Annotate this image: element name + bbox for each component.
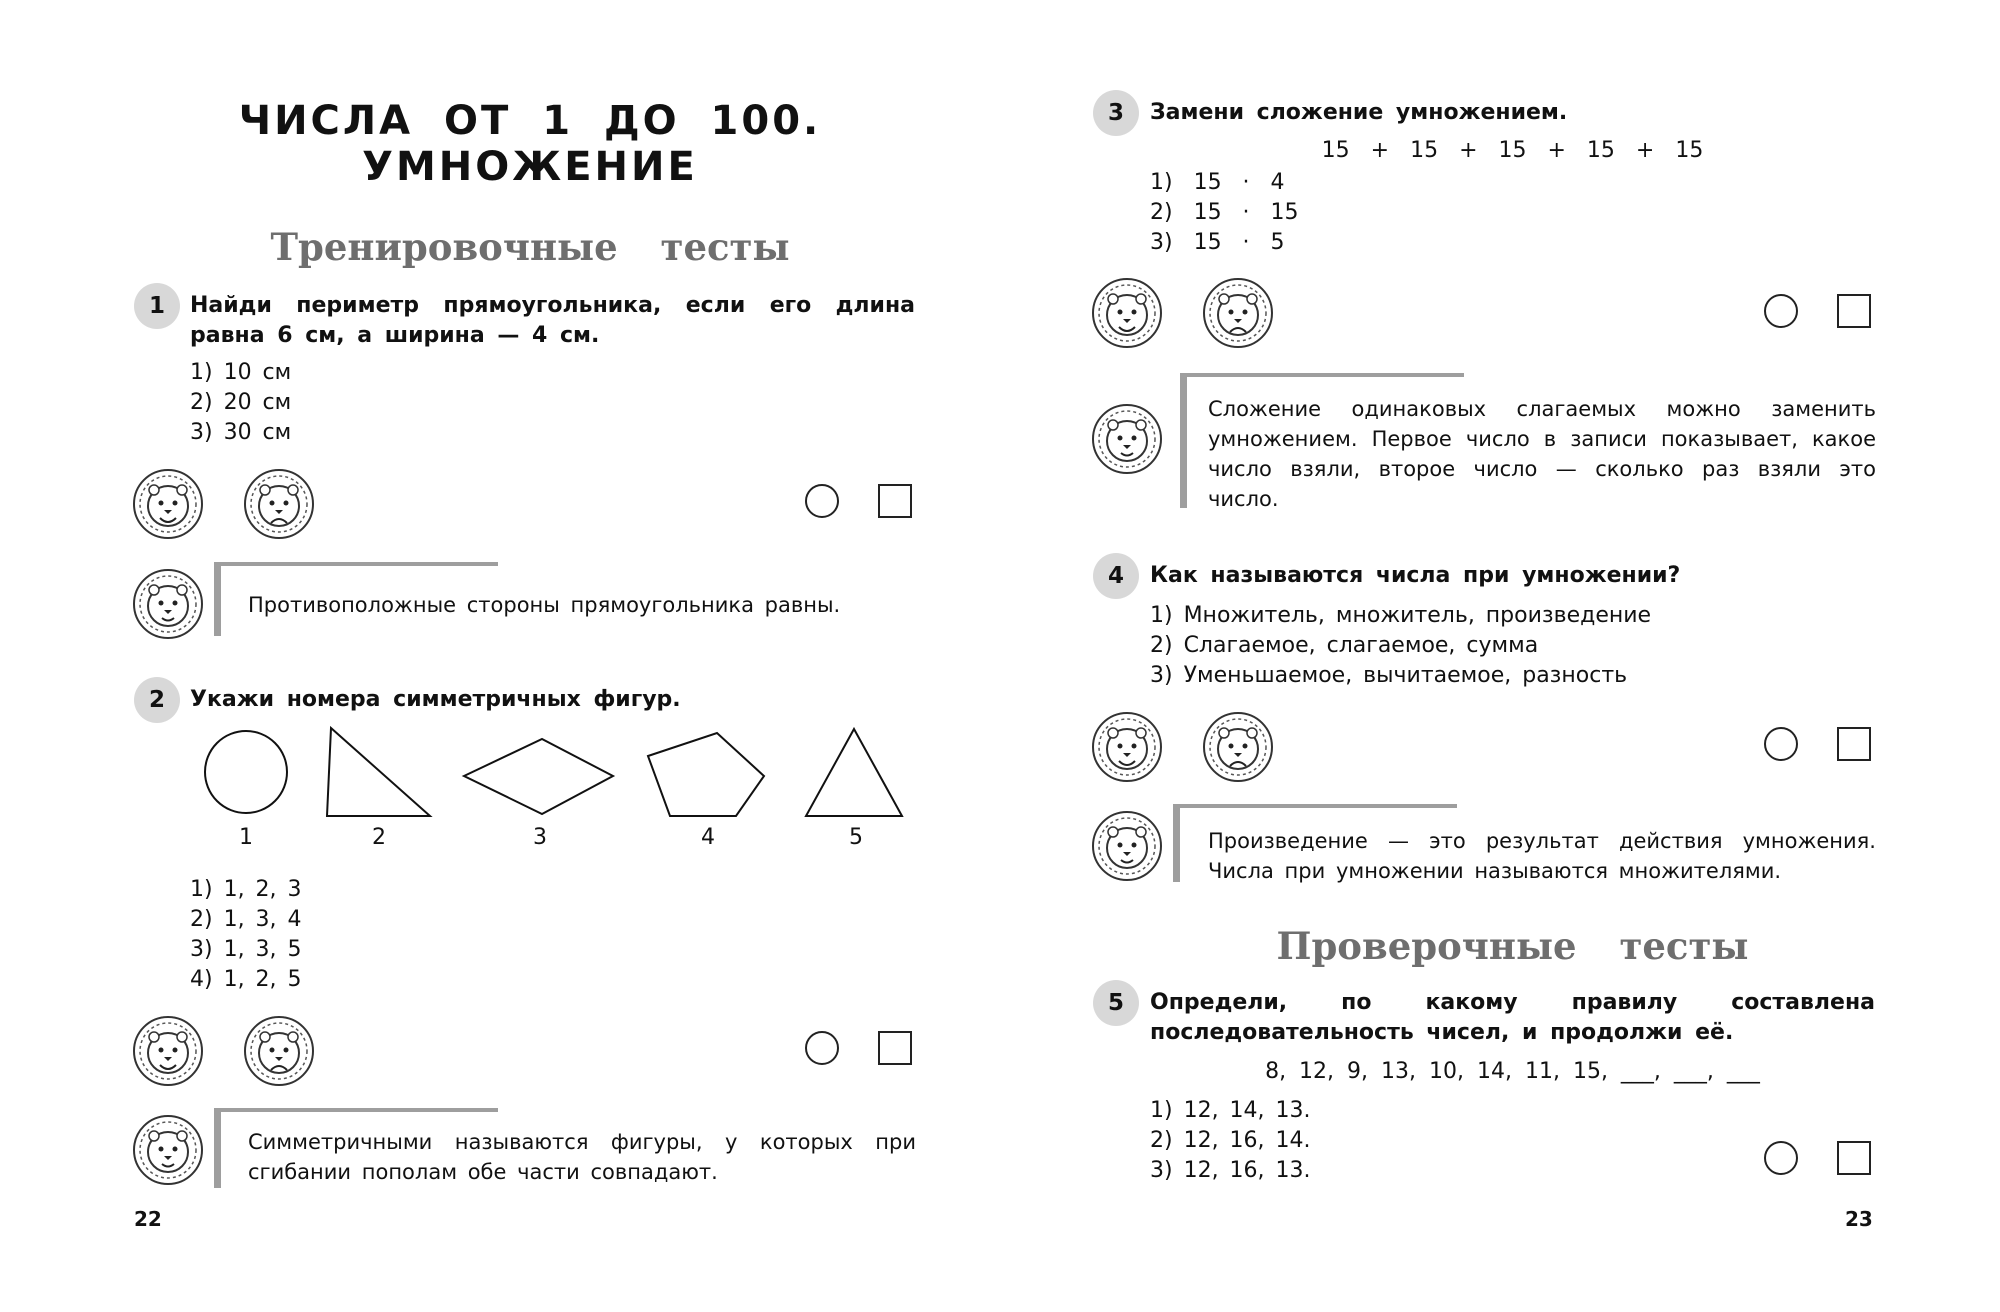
question-options-3 [1150, 168, 1299, 258]
tip-bar-vertical-1 [214, 562, 221, 636]
figure-rhombus [464, 739, 613, 814]
question-text-4: Как называются числа при умножении? [1150, 563, 1681, 588]
option-4-3[interactable]: 3) Уменьшаемое, вычитаемое, разность [1150, 663, 1628, 688]
option-3-2[interactable]: 2) 15 · 15 [1150, 200, 1299, 225]
option-2-1[interactable]: 1) 1, 2, 3 [190, 877, 302, 902]
tip-bar-horizontal-3 [1180, 373, 1464, 377]
tip-bar-vertical-3 [1180, 373, 1187, 508]
question-options-5 [1150, 1096, 1311, 1186]
figure-label-4: 4 [701, 825, 715, 850]
answer-square-marker-1[interactable] [878, 484, 912, 518]
figure-pentagon [648, 733, 764, 816]
lion-happy-icon[interactable] [1091, 711, 1163, 783]
answer-square-marker-4[interactable] [1837, 727, 1871, 761]
lion-happy-icon[interactable] [132, 468, 204, 540]
question-text-3: Замени сложение умножением. [1150, 100, 1568, 125]
question-number-1: 1 [134, 283, 180, 329]
lion-sad-icon[interactable] [1202, 711, 1274, 783]
option-5-1[interactable]: 1) 12, 14, 13. [1150, 1098, 1311, 1123]
chapter-title [190, 98, 870, 190]
tip-text-3: Сложение одинаковых слагаемых можно заменить умножением. Первое число в записи показывает, какое число взяли, второе число — сколько раз взяли это число. [1208, 397, 1876, 511]
question-text-1: Найди периметр прямоугольника, если его длина равна 6 см, а ширина — 4 см. [190, 293, 915, 348]
option-2-2[interactable]: 2) 1, 3, 4 [190, 907, 302, 932]
option-4-1[interactable]: 1) Множитель, множитель, произведение [1150, 603, 1652, 628]
lion-hint-icon [1091, 810, 1163, 882]
expression: 15 + 15 + 15 + 15 + 15 [1321, 138, 1704, 163]
answer-circle-marker-1[interactable] [805, 484, 839, 518]
figure-right-triangle [327, 728, 430, 816]
question-options-2 [190, 875, 302, 995]
tip-bar-horizontal-4 [1173, 804, 1457, 808]
answer-square-marker-3[interactable] [1837, 294, 1871, 328]
answer-circle-marker-2[interactable] [805, 1031, 839, 1065]
page-number-right: 23 [1845, 1207, 1873, 1231]
option-2-3[interactable]: 3) 1, 3, 5 [190, 937, 302, 962]
option-3-3[interactable]: 3) 15 · 5 [1150, 230, 1285, 255]
question-number-4: 4 [1093, 553, 1139, 599]
tip-bar-vertical-2 [214, 1108, 221, 1188]
lion-sad-icon[interactable] [243, 1015, 315, 1087]
figure-label-5: 5 [849, 825, 863, 850]
option-5-3[interactable]: 3) 12, 16, 13. [1150, 1158, 1311, 1183]
number-sequence: 8, 12, 9, 13, 10, 14, 11, 15, ___, ___, ___ [1265, 1059, 1760, 1084]
option-1-1[interactable]: 1) 10 см [190, 360, 292, 385]
chapter-title-line-2: УМНОЖЕНИЕ [362, 144, 698, 190]
option-4-2[interactable]: 2) Слагаемое, слагаемое, сумма [1150, 633, 1539, 658]
question-options-4 [1150, 601, 1651, 691]
page-number-left: 22 [134, 1207, 162, 1231]
lion-happy-icon[interactable] [1091, 277, 1163, 349]
tip-bar-horizontal-2 [214, 1108, 498, 1112]
figure-isosceles-triangle [806, 729, 902, 816]
option-2-4[interactable]: 4) 1, 2, 5 [190, 967, 302, 992]
figure-circle [205, 731, 287, 813]
figure-label-3: 3 [533, 825, 547, 850]
option-5-2[interactable]: 2) 12, 16, 14. [1150, 1128, 1311, 1153]
tip-text-4: Произведение — это результат действия умножения. Числа при умножении называются множителями. [1208, 829, 1876, 883]
option-1-2[interactable]: 2) 20 см [190, 390, 292, 415]
question-number-3: 3 [1093, 90, 1139, 136]
tip-text-1: Противоположные стороны прямоугольника равны. [248, 593, 841, 617]
tip-bar-horizontal-1 [214, 562, 498, 566]
answer-circle-marker-3[interactable] [1764, 294, 1798, 328]
answer-circle-marker-5[interactable] [1764, 1141, 1798, 1175]
tip-bar-vertical-4 [1173, 804, 1180, 882]
lion-happy-icon[interactable] [132, 1015, 204, 1087]
question-number-5: 5 [1093, 980, 1139, 1026]
lion-hint-icon [1091, 403, 1163, 475]
section-title-check: Проверочные тесты [1276, 924, 1749, 968]
option-3-1[interactable]: 1) 15 · 4 [1150, 170, 1285, 195]
tip-text-2: Симметричными называются фигуры, у которых при сгибании пополам обе части совпадают. [248, 1130, 916, 1184]
symmetric-figures [190, 720, 920, 825]
question-text-2: Укажи номера симметричных фигур. [190, 687, 681, 712]
answer-square-marker-2[interactable] [878, 1031, 912, 1065]
question-text-5: Определи, по какому правилу составлена последовательность чисел, и продолжи её. [1150, 990, 1875, 1045]
question-options-1 [190, 358, 291, 448]
lion-hint-icon [132, 568, 204, 640]
lion-hint-icon [132, 1114, 204, 1186]
option-1-3[interactable]: 3) 30 см [190, 420, 292, 445]
figure-label-1: 1 [239, 825, 253, 850]
chapter-title-line-1: ЧИСЛА ОТ 1 ДО 100. [238, 98, 822, 144]
figure-label-2: 2 [372, 825, 386, 850]
section-title-training: Тренировочные тесты [270, 225, 790, 269]
question-number-2: 2 [134, 677, 180, 723]
answer-square-marker-5[interactable] [1837, 1141, 1871, 1175]
lion-sad-icon[interactable] [243, 468, 315, 540]
lion-sad-icon[interactable] [1202, 277, 1274, 349]
answer-circle-marker-4[interactable] [1764, 727, 1798, 761]
